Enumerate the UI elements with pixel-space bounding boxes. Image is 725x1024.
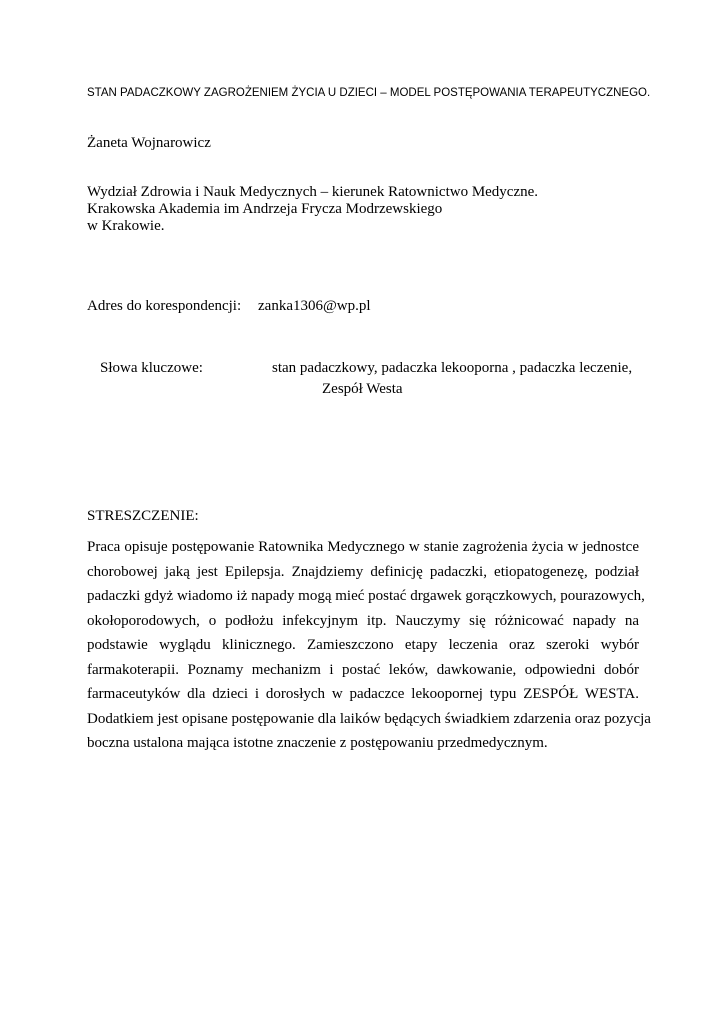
author-name: Żaneta Wojnarowicz [87, 135, 211, 151]
affiliation-line: Krakowska Akademia im Andrzeja Frycza Modrzewskiego [87, 201, 443, 217]
abstract-line: boczna ustalona mająca istotne znaczenie z postępowaniu przedmedycznym. [87, 735, 548, 751]
abstract-line: padaczki gdyż wiadomo iż napady mogą mieć postać drgawek gorączkowych, pourazowych, [87, 588, 645, 604]
abstract-line: chorobowej jaką jest Epilepsja. Znajdziemy definicję padaczki, etiopatogenezę, podział [87, 563, 639, 580]
abstract-line: Dodatkiem jest opisane postępowanie dla laików będących świadkiem zdarzenia oraz pozycja [87, 710, 651, 727]
abstract-heading: STRESZCZENIE: [87, 508, 199, 524]
correspondence-email: zanka1306@wp.pl [258, 298, 371, 314]
affiliation-line: Wydział Zdrowia i Nauk Medycznych – kierunek Ratownictwo Medyczne. [87, 184, 539, 200]
abstract-body [87, 535, 651, 756]
abstract-line: Praca opisuje postępowanie Ratownika Medycznego w stanie zagrożenia życia w jednostce [87, 539, 639, 555]
keywords-label: Słowa kluczowe: [100, 360, 203, 376]
document-title: STAN PADACZKOWY ZAGROŻENIEM ŻYCIA U DZIECI – MODEL POSTĘPOWANIA TERAPEUTYCZNEGO. [87, 87, 651, 99]
abstract-line: podstawie wyglądu klinicznego. Zamieszczono etapy leczenia oraz szeroki wybór [87, 637, 639, 653]
abstract-line: farmakoterapii. Poznamy mechanizm i postać leków, dawkowanie, odpowiedni dobór [87, 661, 639, 678]
keywords-line: stan padaczkowy, padaczka lekooporna , padaczka leczenie, [272, 360, 633, 376]
abstract-line: okołoporodowych, o podłożu infekcyjnym itp. Nauczymy się różnicować napady na [87, 612, 639, 629]
affiliation [87, 184, 538, 235]
abstract-line: farmaceutyków dla dzieci i dorosłych w padaczce lekoopornej typu ZESPÓŁ WESTA. [87, 686, 639, 702]
affiliation-line: w Krakowie. [87, 218, 165, 234]
correspondence-label: Adres do korespondencji: [87, 298, 242, 314]
keywords-line: Zespół Westa [322, 381, 403, 397]
